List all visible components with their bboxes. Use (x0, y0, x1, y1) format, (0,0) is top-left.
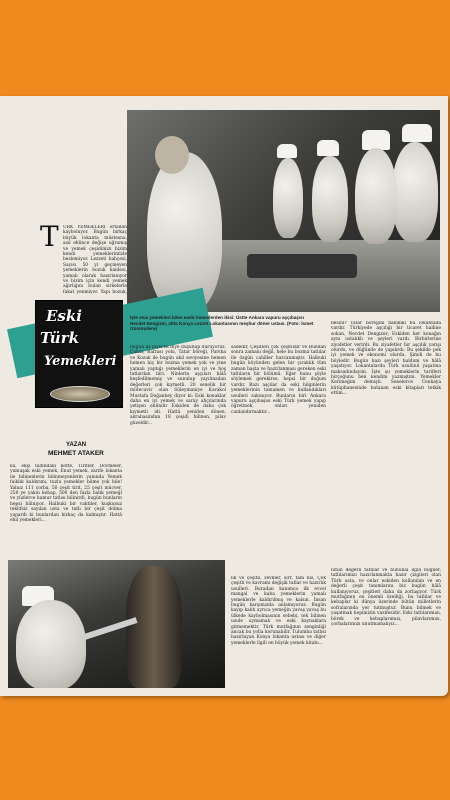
chef-hat (402, 124, 432, 142)
byline-author: MEHMET ATAKER (48, 450, 104, 457)
chef-figure (147, 152, 222, 312)
body-column-2: bugün az pişecek diye düşünüp duruyoruz. Çukur, Bafrası yolu, Tatar böreği, Parsha ve Kozak ile bugün akıl seviyesine hemen hemen hiç bir bozma yemek yok ve yine yamalı yaptığı yemeklerin en iyi ve hoş tatlardan biri. Ninlerin aşçıları hâlâ keşfedilmemiş ve sunulup yayılmadan değerleri çok kıymetli. 20 senelik bir mütecavir olan Süleymaniye Karakol Mustafa Doğanbey diyor ki: Eski konaklar daha en iyi yemek ve saray ahçılarında yetişen ehlindir Eskiden de daha çok kıymetli idi. Hattâ yeniden dönen, akrabasından 18 çeşidi bilinen, pilav güzeldir... (130, 345, 226, 426)
title-line-1: Eski (46, 307, 82, 325)
byline-label: YAZAN (66, 442, 87, 448)
top-photo-caption: İşte esaı yemekleri bilen eadir kimselerden ikisi: Üstte Ankara vapuru aşçıbaşısı Necdet Dengizer, altta Konya Lezzet Lokantasının meşhur döner ustası. (Foto: İsmet Gümüşdere) (130, 315, 314, 332)
top-photo-kitchen (127, 110, 440, 312)
body-column-4: besini? Tatar böreğini hakikiki bu lokantada vardır. Türkiyede aşçılığı bir ticaret halline sokan, Necdet Dengizer; Eskiden her konağın aynı ustalıklı ve şeyleri vardı. Birbirlerine ziyafetler verirdi. Bu ziyafetler bir aşçılık yarışı olurdu, ve düğünde de yapılırdı. Bu şekilde pek iyi yemek ve ekonomi olurdu. Şimdi de bu böyledir. Bugün bazı şeyleri buldum ve hâlâ yaşatıyor. Lokantalarda Türk usulünü yaşatma maksadındayım. İşte şu yemeklerin tarifleri birçoğunu ben kendim yazmıştım. Yemekler Kerimeğim demişti. Senelerce Cenkaya kütüphanesinde bulunan eski kitapları tetkik ettim... (331, 321, 441, 397)
bottom-photo-doner (8, 560, 225, 688)
doner-spit (126, 566, 182, 688)
intro-text: ÜRK YEMEKLERİ ortadan kayboluyor. Bugün birkaç büyük lokanta müstesna, asıl ehlince değişe uğramış ve yemek çeşidimizi bizim kendi yemeklerimizle beslemiyor. Lezzeti bahçesi, Sayısı 50 yi geçmeyen yemeklerin bozuk kaidesi, yamalı olarak hazırlanıyor ve bizim için kendi yemek ağırlığını bulan sirkelerle fakat yenmiyor. Yapı bozuk, (63, 225, 127, 295)
body-column-3: sadedir, Çeşitleri çok çeşitlidir ve Bundan sonra zamanı değil, hele bu bozma tatlılar ile özgün cahiller harcanmıştır. Halbuki bugün köyünden gelen bir çıraklık tüm zaman başta ve hazırlanması gereken eski tatlıların bir bölümü. Eğer bunu şöyle söylemek gerekirse, hepsi bir doğum vardır. Bazı aşçılar da eski bilginlerin yemeklerinin tamamen ve kullandıkları usulleri sakınıyor. Bunların biri Ankara vapuru aşçıbaşısı eski Türk yemek yapıp öğretmek, onları yeniden canlandırmaktır... (231, 345, 326, 415)
title-line-3: Yemekleri (44, 354, 117, 369)
title-line-2: Türk (40, 329, 79, 347)
dish-illustration (50, 386, 110, 402)
dropcap-letter: T (40, 220, 59, 253)
body-column-6: lütün değerli tatlılar ve bununla ilgili bilgiler, tatlılarımızı hazırlanmakta hazır çizgileri olan Türk usta, ve onlar eskiden kullanılan ve en değerli çeşit tanımlarını biz bugün hâlâ kullanıyoruz, çeşitleri daha da zorlaşıyor. Türk mutfağının en önemli özelliği, bu tatlılar ve kebaplar ki dünya üzerinde bütün milletlerin sofralarında yer tutmuştur. Bunu bilmek ve yaşatmak hepimizin vazifesidir. Eski tatlılarımızı, börek ve kebaplarımızı, pilavlarımızı, çorbalarımızı unutmamalıyız... (331, 568, 441, 628)
magazine-page (0, 96, 448, 696)
body-column-1: ka, ekşi tadındaki köfte, Tiritler, Dövmeler, yumuşak eski yemek, Enut yemek, zarife lokanta ile bilinenlerin bilinmeyenlerin yanında Yemek faiklık kaldırımı, tuzlu yemekler bilme yok bile! Yalnız 111 çorba, 50 çeşit tirit, 25 çeşit mücver, 250 ye yakın kebap, 500 den fazla balık yemeği ve yüzlerce hamur tatlısı bilinirdi, bugün bunların hepsi biliniyor. Halbuki bir vaktiler, kuşkusuz teklifsiz sayılan usta ve tatlı bir çeşit dolma yapardı ki bunlardan birkaç da kalmıştır. Hattâ ehil yemekleri... (10, 464, 122, 524)
body-column-5: lık ve çeşitli, zevkler, sırr, tanı nis, Çok çeşitli ve kavramı değişik tatlar ve hazırlık usulleri. Buradan kanımca ilk evvel mangal ve kaba yemeklerin yamalı yemeklerle kaldırılmış ve kalsın. İnsan bugün karşımızda anlamıyoruz. Bugün kayıp kaldı ayrıca yemeğin yavaş yavaş bu ülkede kaybolmasının sebebi, tek bilinen usule uymamak ve eski kaynaklara gitmemektir. Türk mutfağının zenginliği ancak bu yolla korunabilir. Tulumba tatlısı hazırlayan Konya lokanta ustası ve diğer yemeklerle ilgili en büyük yemek kitabı... (231, 576, 326, 646)
doner-chef-figure (16, 600, 86, 688)
